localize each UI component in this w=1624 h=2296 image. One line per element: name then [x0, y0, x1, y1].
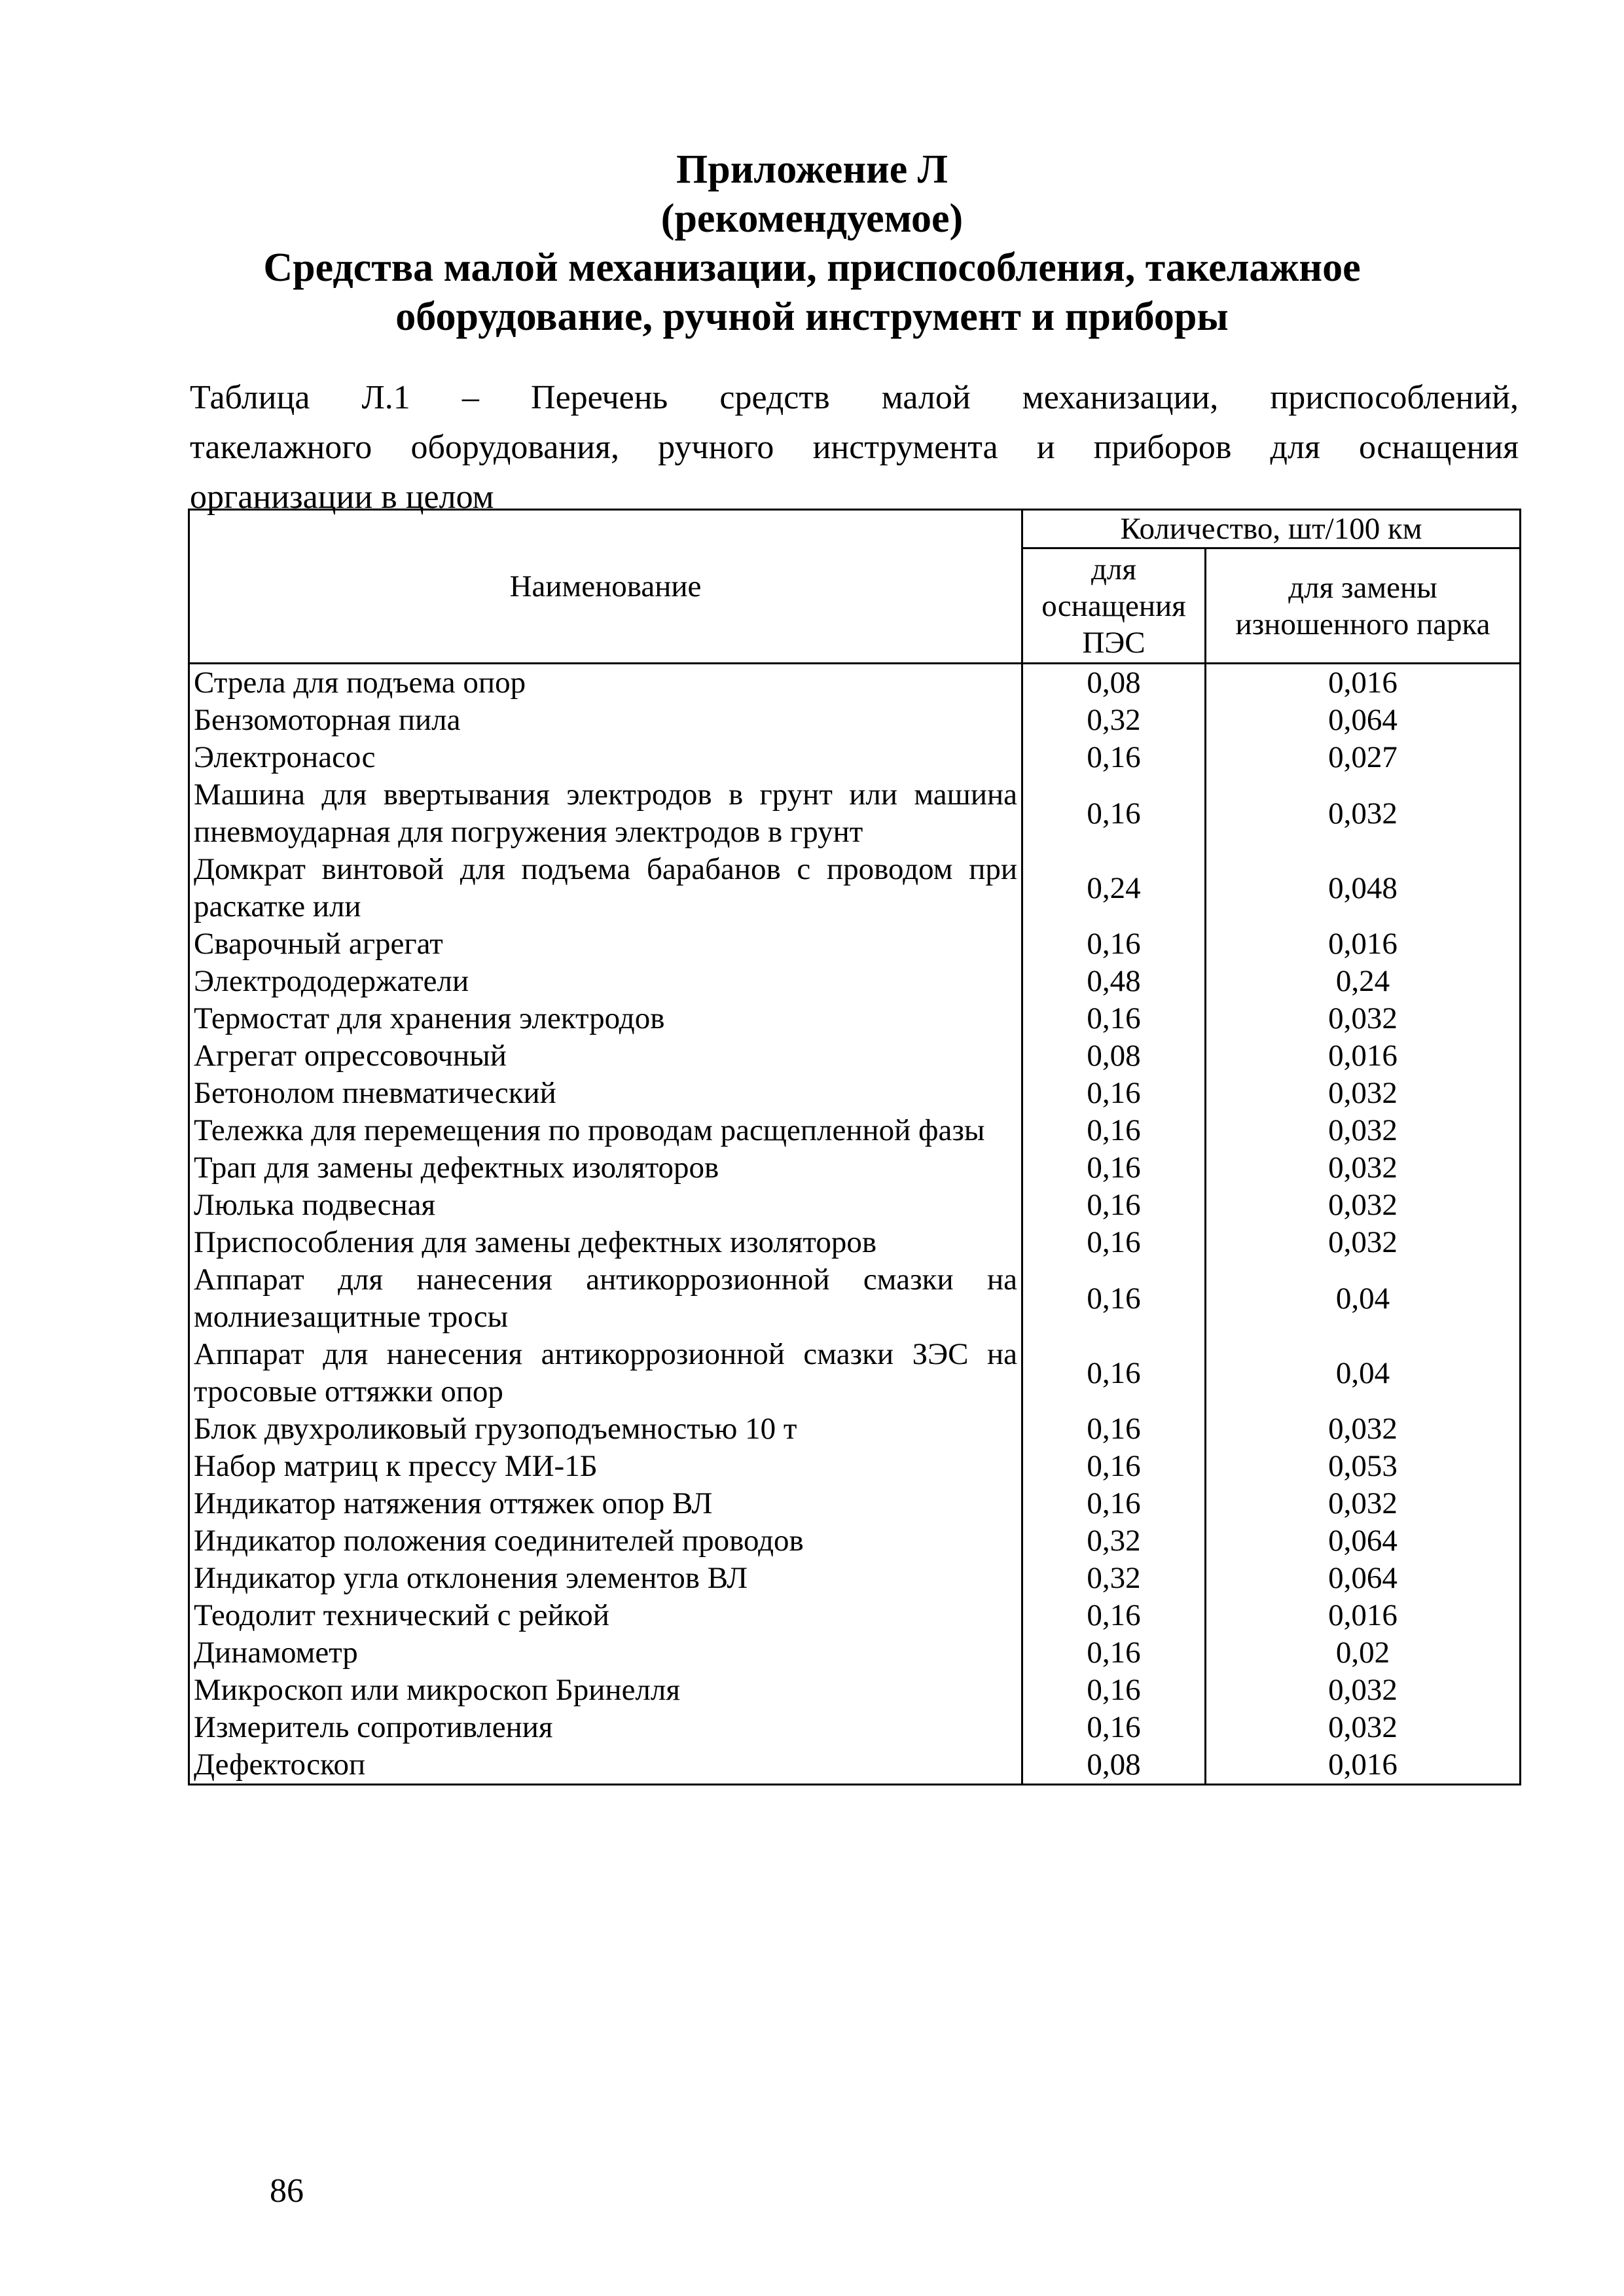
table-row — [189, 1261, 1521, 1336]
row-replacement-cell: 0,032 — [1206, 1410, 1521, 1448]
table-row — [189, 702, 1521, 739]
table-row — [189, 1000, 1521, 1037]
table-row — [189, 1709, 1521, 1746]
row-pes-cell: 0,16 — [1022, 1149, 1206, 1187]
table-row — [189, 1224, 1521, 1261]
row-pes-cell: 0,32 — [1022, 1522, 1206, 1560]
row-name-cell: Люлька подвесная — [189, 1187, 1022, 1224]
row-replacement-cell: 0,032 — [1206, 1112, 1521, 1149]
row-replacement-cell: 0,032 — [1206, 1187, 1521, 1224]
row-name-cell: Стрела для подъема опор — [189, 664, 1022, 702]
row-replacement-cell: 0,064 — [1206, 702, 1521, 739]
page-number: 86 — [270, 2172, 304, 2210]
table-row — [189, 1746, 1521, 1785]
table-row — [189, 664, 1521, 702]
header-quantity: Количество, шт/100 км — [1022, 510, 1521, 548]
row-replacement-cell: 0,02 — [1206, 1634, 1521, 1672]
row-replacement-cell: 0,027 — [1206, 739, 1521, 776]
row-pes-cell: 0,08 — [1022, 1037, 1206, 1075]
row-replacement-cell: 0,016 — [1206, 1746, 1521, 1785]
row-pes-cell: 0,16 — [1022, 1634, 1206, 1672]
row-replacement-cell: 0,032 — [1206, 1075, 1521, 1112]
table-row — [189, 1075, 1521, 1112]
row-replacement-cell: 0,016 — [1206, 1597, 1521, 1634]
row-pes-cell: 0,16 — [1022, 1597, 1206, 1634]
row-pes-cell: 0,48 — [1022, 963, 1206, 1000]
row-name-cell: Бетонолом пневматический — [189, 1075, 1022, 1112]
table-row — [189, 1410, 1521, 1448]
row-name-cell: Индикатор натяжения оттяжек опор ВЛ — [189, 1485, 1022, 1522]
row-name-cell: Приспособления для замены дефектных изоляторов — [189, 1224, 1022, 1261]
row-pes-cell: 0,16 — [1022, 1448, 1206, 1485]
appendix-title: Приложение Л — [676, 147, 948, 192]
row-name-cell: Трап для замены дефектных изоляторов — [189, 1149, 1022, 1187]
row-pes-cell: 0,16 — [1022, 1187, 1206, 1224]
table-row — [189, 1560, 1521, 1597]
row-replacement-cell: 0,032 — [1206, 776, 1521, 851]
row-pes-cell: 0,24 — [1022, 851, 1206, 925]
row-name-cell: Аппарат для нанесения антикоррозионной смазки ЗЭС на тросовые оттяжки опор — [189, 1336, 1022, 1410]
row-pes-cell: 0,08 — [1022, 1746, 1206, 1785]
row-name-cell: Бензомоторная пила — [189, 702, 1022, 739]
row-replacement-cell: 0,064 — [1206, 1522, 1521, 1560]
row-name-cell: Аппарат для нанесения антикоррозионной смазки на молниезащитные тросы — [189, 1261, 1022, 1336]
row-name-cell: Динамометр — [189, 1634, 1022, 1672]
table-row — [189, 739, 1521, 776]
row-name-cell: Термостат для хранения электродов — [189, 1000, 1022, 1037]
row-replacement-cell: 0,032 — [1206, 1000, 1521, 1037]
header-for-pes: для оснащения ПЭС — [1022, 548, 1206, 664]
row-pes-cell: 0,16 — [1022, 1075, 1206, 1112]
row-name-cell: Тележка для перемещения по проводам расщепленной фазы — [189, 1112, 1022, 1149]
table-row — [189, 851, 1521, 925]
row-pes-cell: 0,16 — [1022, 1224, 1206, 1261]
row-replacement-cell: 0,016 — [1206, 1037, 1521, 1075]
row-replacement-cell: 0,016 — [1206, 664, 1521, 702]
row-name-cell: Набор матриц к прессу МИ-1Б — [189, 1448, 1022, 1485]
table-row — [189, 1522, 1521, 1560]
row-replacement-cell: 0,053 — [1206, 1448, 1521, 1485]
table-caption-line3: организации в целом — [190, 478, 494, 516]
row-pes-cell: 0,16 — [1022, 739, 1206, 776]
row-name-cell: Индикатор положения соединителей проводов — [189, 1522, 1022, 1560]
row-pes-cell: 0,32 — [1022, 702, 1206, 739]
equipment-table — [188, 509, 1521, 1785]
row-pes-cell: 0,16 — [1022, 1261, 1206, 1336]
table-caption-line2: такелажного оборудования, ручного инструмента и приборов для оснащения — [190, 429, 1519, 466]
row-replacement-cell: 0,032 — [1206, 1709, 1521, 1746]
table-row — [189, 776, 1521, 851]
row-pes-cell: 0,16 — [1022, 1000, 1206, 1037]
table-row — [189, 925, 1521, 963]
table-row — [189, 963, 1521, 1000]
table-row — [189, 1149, 1521, 1187]
row-name-cell: Электрододержатели — [189, 963, 1022, 1000]
row-replacement-cell: 0,048 — [1206, 851, 1521, 925]
row-replacement-cell: 0,04 — [1206, 1261, 1521, 1336]
table-row — [189, 1634, 1521, 1672]
row-replacement-cell: 0,032 — [1206, 1224, 1521, 1261]
appendix-subject-line2: оборудование, ручной инструмент и приборы — [395, 295, 1229, 339]
row-name-cell: Агрегат опрессовочный — [189, 1037, 1022, 1075]
table-row — [189, 1597, 1521, 1634]
row-name-cell: Машина для ввертывания электродов в грунт или машина пневмоударная для погружения электродов в грунт — [189, 776, 1022, 851]
row-pes-cell: 0,16 — [1022, 776, 1206, 851]
row-replacement-cell: 0,016 — [1206, 925, 1521, 963]
row-name-cell: Индикатор угла отклонения элементов ВЛ — [189, 1560, 1022, 1597]
row-pes-cell: 0,16 — [1022, 1485, 1206, 1522]
row-replacement-cell: 0,064 — [1206, 1560, 1521, 1597]
row-pes-cell: 0,08 — [1022, 664, 1206, 702]
appendix-subject-line1: Средства малой механизации, приспособления, такелажное — [263, 245, 1361, 290]
row-name-cell: Теодолит технический с рейкой — [189, 1597, 1022, 1634]
row-pes-cell: 0,16 — [1022, 925, 1206, 963]
header-name: Наименование — [189, 510, 1022, 664]
row-name-cell: Электронасос — [189, 739, 1022, 776]
row-pes-cell: 0,16 — [1022, 1709, 1206, 1746]
row-pes-cell: 0,16 — [1022, 1672, 1206, 1709]
row-name-cell: Домкрат винтовой для подъема барабанов с проводом при раскатке или — [189, 851, 1022, 925]
table-caption-line1: Таблица Л.1 – Перечень средств малой механизации, приспособлений, — [190, 379, 1519, 416]
row-name-cell: Измеритель сопротивления — [189, 1709, 1022, 1746]
table-row — [189, 1448, 1521, 1485]
row-pes-cell: 0,16 — [1022, 1336, 1206, 1410]
row-replacement-cell: 0,24 — [1206, 963, 1521, 1000]
appendix-heading — [0, 145, 1624, 342]
row-pes-cell: 0,16 — [1022, 1112, 1206, 1149]
row-pes-cell: 0,16 — [1022, 1410, 1206, 1448]
row-replacement-cell: 0,032 — [1206, 1485, 1521, 1522]
table-caption — [190, 373, 1519, 522]
row-name-cell: Сварочный агрегат — [189, 925, 1022, 963]
table-row — [189, 1187, 1521, 1224]
table-row — [189, 1485, 1521, 1522]
row-replacement-cell: 0,04 — [1206, 1336, 1521, 1410]
row-name-cell: Блок двухроликовый грузоподъемностью 10 т — [189, 1410, 1022, 1448]
row-pes-cell: 0,32 — [1022, 1560, 1206, 1597]
row-replacement-cell: 0,032 — [1206, 1149, 1521, 1187]
row-name-cell: Микроскоп или микроскоп Бринелля — [189, 1672, 1022, 1709]
table-row — [189, 1112, 1521, 1149]
header-for-replacement: для замены изношенного парка — [1206, 548, 1521, 664]
appendix-status: (рекомендуемое) — [660, 196, 964, 241]
table-body — [189, 664, 1521, 1785]
row-name-cell: Дефектоскоп — [189, 1746, 1022, 1785]
table-row — [189, 1336, 1521, 1410]
table-row — [189, 1672, 1521, 1709]
row-replacement-cell: 0,032 — [1206, 1672, 1521, 1709]
table-row — [189, 1037, 1521, 1075]
